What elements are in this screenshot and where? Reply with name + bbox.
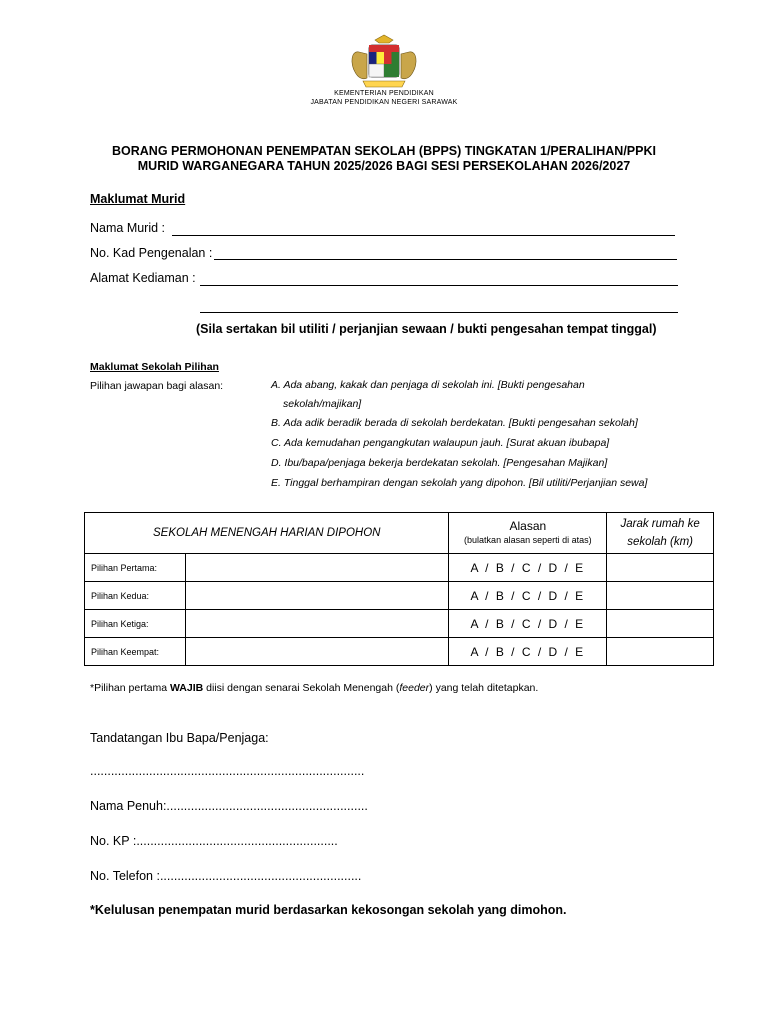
distance-cell[interactable]	[607, 610, 714, 638]
student-info-heading: Maklumat Murid	[90, 192, 186, 206]
full-name-field[interactable]: Nama Penuh:..........................................................	[90, 799, 368, 813]
reason-choice-cell[interactable]: A / B / C / D / E	[449, 638, 607, 666]
feeder-footnote	[90, 682, 538, 694]
reason-column-subtitle: (bulatkan alasan seperti di atas)	[464, 535, 592, 545]
choice-label: Pilihan Kedua:	[85, 582, 186, 610]
signature-line[interactable]: ...............................................................................	[90, 764, 365, 778]
address-field-line2[interactable]	[200, 312, 678, 313]
reason-choice-cell[interactable]: A / B / C / D / E	[449, 554, 607, 582]
school-name-cell[interactable]	[186, 638, 449, 666]
table-header-row	[85, 513, 714, 554]
reason-option-b: B. Ada adik beradik berada di sekolah berdekatan. [Bukti pengesahan sekolah]	[271, 417, 638, 429]
form-title-line2: MURID WARGANEGARA TAHUN 2025/2026 BAGI SESI PERSEKOLAHAN 2026/2027	[137, 159, 631, 173]
school-name-cell[interactable]	[186, 582, 449, 610]
footnote-required: WAJIB	[169, 682, 204, 694]
guardian-signature-heading: Tandatangan Ibu Bapa/Penjaga:	[90, 731, 269, 745]
distance-cell[interactable]	[607, 582, 714, 610]
table-row	[85, 638, 714, 666]
distance-cell[interactable]	[607, 554, 714, 582]
student-name-field[interactable]	[172, 235, 675, 236]
reason-choice-cell[interactable]: A / B / C / D / E	[449, 582, 607, 610]
malaysia-coat-of-arms-icon	[345, 34, 423, 90]
phone-number-field[interactable]: No. Telefon :..........................................................	[90, 869, 362, 883]
school-column-header: SEKOLAH MENENGAH HARIAN DIPOHON	[85, 513, 449, 554]
distance-column-title-2: sekolah (km)	[627, 536, 694, 548]
reason-option-a: A. Ada abang, kakak dan penjaga di sekolah ini. [Bukti pengesahan	[271, 379, 585, 391]
ministry-name: KEMENTERIAN PENDIDIKAN	[334, 90, 434, 97]
reason-column-header	[449, 513, 607, 554]
form-title-line1: BORANG PERMOHONAN PENEMPATAN SEKOLAH (BPPS) TINGKATAN 1/PERALIHAN/PPKI	[111, 144, 656, 158]
choice-label: Pilihan Keempat:	[85, 638, 186, 666]
school-name-cell[interactable]	[186, 610, 449, 638]
school-name-cell[interactable]	[186, 554, 449, 582]
reason-option-e: E. Tinggal berhampiran dengan sekolah yang dipohon. [Bil utiliti/Perjanjian sewa]	[271, 477, 648, 489]
footnote-middle: diisi dengan senarai Sekolah Menengah (	[203, 682, 400, 694]
distance-column-header	[607, 513, 714, 554]
choice-label: Pilihan Pertama:	[85, 554, 186, 582]
distance-cell[interactable]	[607, 638, 714, 666]
ic-number-field[interactable]	[214, 259, 677, 260]
attachment-note: (Sila sertakan bil utiliti / perjanjian sewaan / bukti pengesahan tempat tinggal)	[196, 322, 657, 336]
footnote-feeder: feeder	[399, 682, 430, 694]
table-row	[85, 582, 714, 610]
footnote-suffix: ) yang telah ditetapkan.	[429, 682, 539, 694]
reason-choice-cell[interactable]: A / B / C / D / E	[449, 610, 607, 638]
address-label: Alamat Kediaman :	[90, 271, 196, 285]
table-row	[85, 610, 714, 638]
department-name: JABATAN PENDIDIKAN NEGERI SARAWAK	[310, 99, 458, 106]
choice-label: Pilihan Ketiga:	[85, 610, 186, 638]
reason-option-a-cont: sekolah/majikan]	[283, 398, 362, 410]
address-field-line1[interactable]	[200, 285, 678, 286]
reason-option-d: D. Ibu/bapa/penjaga bekerja berdekatan sekolah. [Pengesahan Majikan]	[271, 457, 608, 469]
guardian-ic-field[interactable]: No. KP :..........................................................	[90, 834, 338, 848]
footnote-prefix: *Pilihan pertama	[90, 682, 170, 694]
student-name-label: Nama Murid :	[90, 221, 166, 235]
approval-note: *Kelulusan penempatan murid berdasarkan kekosongan sekolah yang dimohon.	[90, 903, 567, 917]
school-info-heading: Maklumat Sekolah Pilihan	[90, 361, 219, 373]
reason-option-c: C. Ada kemudahan pengangkutan walaupun jauh. [Surat akuan ibubapa]	[271, 437, 610, 449]
table-row	[85, 554, 714, 582]
school-choice-table	[84, 512, 714, 666]
reason-column-title: Alasan	[509, 519, 547, 533]
ic-number-label: No. Kad Pengenalan :	[90, 246, 213, 260]
reason-options-label: Pilihan jawapan bagi alasan:	[90, 380, 224, 392]
distance-column-title-1: Jarak rumah ke	[620, 518, 700, 530]
